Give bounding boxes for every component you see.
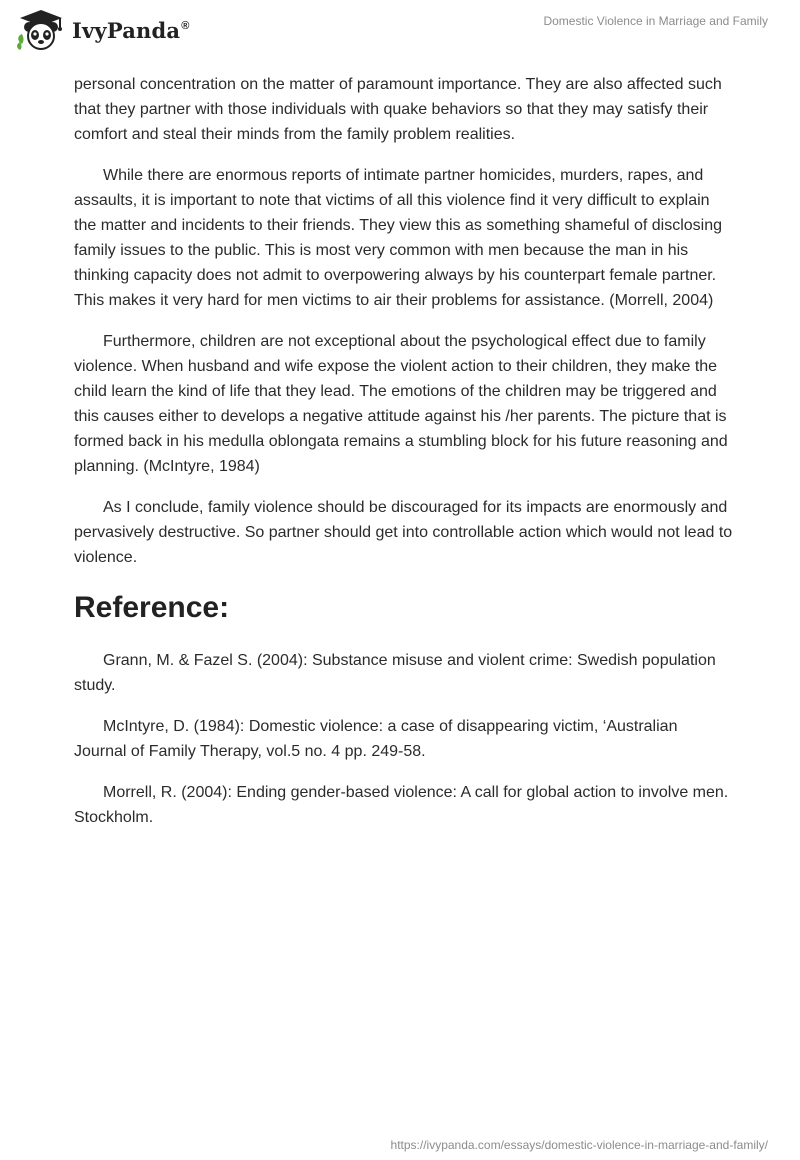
reference-item: McIntyre, D. (1984): Domestic violence: a case of disappearing victim, ‘Australian Journal of Family Therapy, vol.5 no. 4 pp. 249-58. [74,718,678,760]
paragraph: While there are enormous reports of intimate partner homicides, murders, rapes, and assaults, it is important to note that victims of all this violence find it very difficult to explain the matter and incidents to their friends. They view this as something shameful of disclosing family issues to the public. This is most very common with men because the man in his thinking capacity does not admit to overpowering always by his counterpart female partner. This makes it very hard for men victims to air their problems for assistance. (Morrell, 2004) [74,167,723,309]
paragraph-continued: personal concentration on the matter of paramount importance. They are also affected such that they partner with those individuals with quake behaviors so that they may satisfy their comfort and steal their minds from the family problem realities. [74,76,722,143]
essay-content [74,72,734,846]
reference-heading: Reference: [74,591,230,624]
reference-item: Grann, M. & Fazel S. (2004): Substance misuse and violent crime: Swedish population study. [74,652,716,694]
logo-text: IvyPanda® [72,17,190,43]
registered-mark: ® [181,19,190,32]
reference-item: Morrell, R. (2004): Ending gender-based violence: A call for global action to involve men. Stockholm. [74,784,729,826]
source-url-link[interactable]: https://ivypanda.com/essays/domestic-violence-in-marriage-and-family/ [390,1138,768,1152]
running-title: Domestic Violence in Marriage and Family [543,14,768,28]
paragraph: Furthermore, children are not exceptional about the psychological effect due to family violence. When husband and wife expose the violent action to their children, they make the child learn the kind of life that they lead. The emotions of the children may be triggered and this causes either to develops a negative attitude against his /her parents. The picture that is formed back in his medulla oblongata remains a stumbling block for his future reasoning and planning. (McIntyre, 1984) [74,333,728,475]
page-header [0,0,800,60]
paragraph: As I conclude, family violence should be discouraged for its impacts are enormously and pervasively destructive. So partner should get into controllable action which would not lead to violence. [74,499,733,566]
ivypanda-logo[interactable] [16,8,190,52]
panda-graduate-icon [16,8,66,52]
